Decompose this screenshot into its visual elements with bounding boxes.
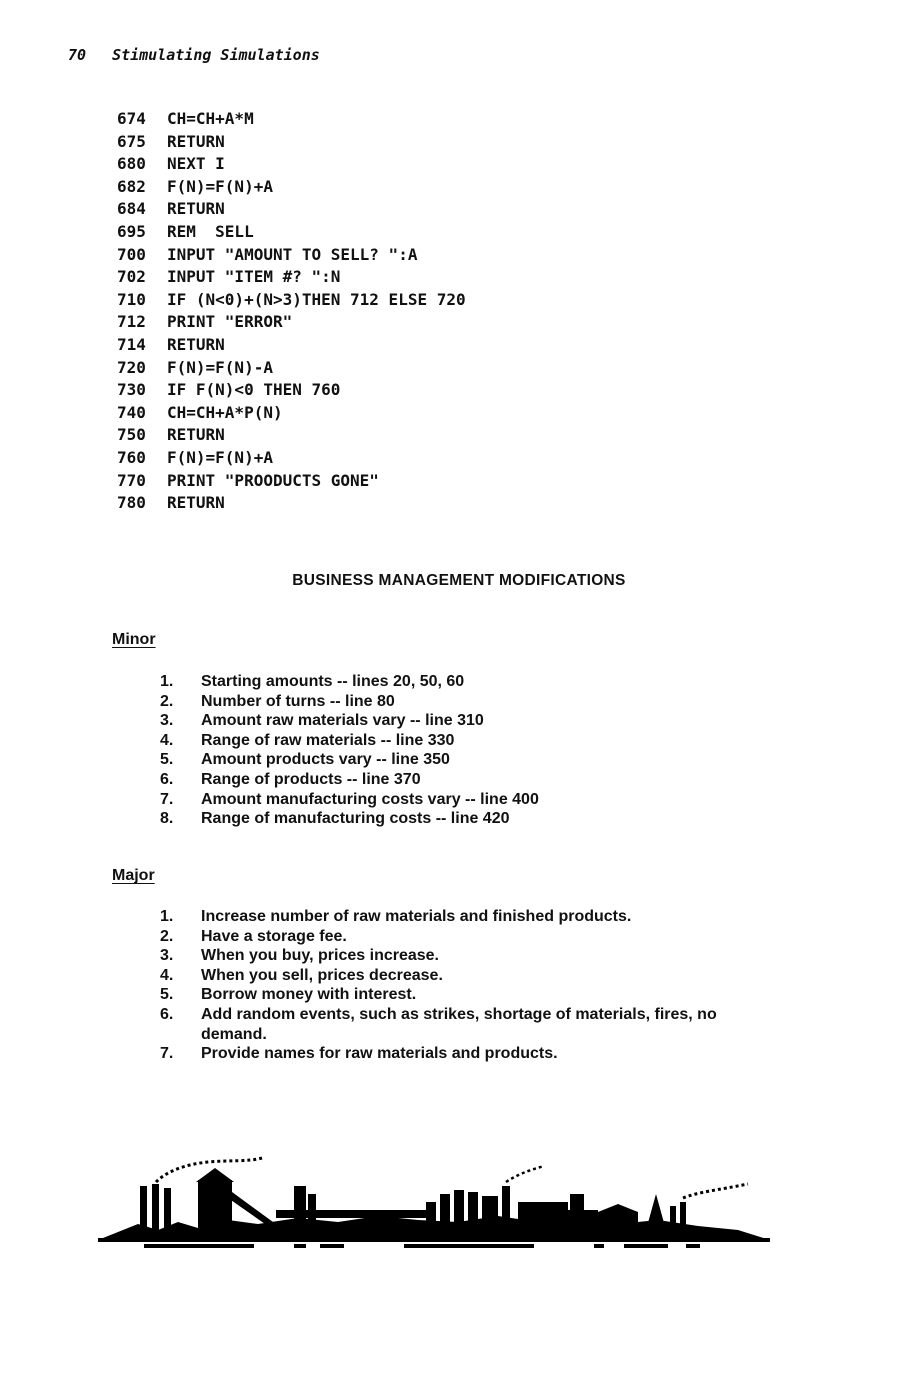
code-line xyxy=(117,492,466,515)
code-line-text: REM SELL xyxy=(167,221,254,241)
code-line-number: 750 xyxy=(117,425,146,445)
list-item-number: 2. xyxy=(160,692,174,710)
code-line-text: RETURN xyxy=(167,131,225,151)
code-line-text: F(N)=F(N)+A xyxy=(167,176,273,196)
code-line-text: PRINT "ERROR" xyxy=(167,312,293,332)
minor-list xyxy=(160,672,781,829)
list-item xyxy=(160,1044,781,1064)
list-item-text: Range of manufacturing costs -- line 420 xyxy=(201,810,510,828)
code-line xyxy=(117,311,466,334)
list-item xyxy=(160,790,781,810)
code-line xyxy=(117,266,466,289)
list-item xyxy=(160,750,781,770)
list-item-number: 5. xyxy=(160,986,174,1004)
code-line xyxy=(117,131,466,154)
code-line xyxy=(117,424,466,447)
code-line xyxy=(117,470,466,493)
list-item-text: Borrow money with interest. xyxy=(201,986,417,1004)
list-item-number: 1. xyxy=(160,908,174,925)
list-item-text: Add random events, such as strikes, shortage of materials, fires, no demand. xyxy=(201,1005,717,1043)
code-line xyxy=(117,402,466,425)
code-line-number: 760 xyxy=(117,447,146,467)
list-item-text: Provide names for raw materials and products. xyxy=(201,1045,558,1063)
list-item-number: 4. xyxy=(160,966,174,984)
code-line-number: 714 xyxy=(117,334,146,354)
code-line-number: 680 xyxy=(117,154,146,174)
list-item-number: 7. xyxy=(160,1045,174,1063)
list-item xyxy=(160,966,781,986)
code-line-text: PRINT "PROODUCTS GONE" xyxy=(167,470,379,490)
list-item-number: 1. xyxy=(160,673,174,690)
list-item-number: 3. xyxy=(160,712,174,730)
code-line xyxy=(117,334,466,357)
code-line-number: 780 xyxy=(117,493,146,513)
list-item xyxy=(160,672,781,692)
list-item-text: Range of products -- line 370 xyxy=(201,770,421,788)
code-line-number: 712 xyxy=(117,312,146,332)
running-title: Stimulating Simulations xyxy=(112,46,320,64)
list-item-text: Starting amounts -- lines 20, 50, 60 xyxy=(201,673,465,690)
list-item-text: Amount raw materials vary -- line 310 xyxy=(201,712,484,730)
list-item xyxy=(160,770,781,790)
code-line xyxy=(117,447,466,470)
code-line-text: NEXT I xyxy=(167,154,225,174)
major-heading: Major xyxy=(112,867,155,884)
page-number: 70 xyxy=(68,46,87,64)
list-item xyxy=(160,946,781,966)
code-line-number: 695 xyxy=(117,221,146,241)
list-item-number: 7. xyxy=(160,790,174,808)
code-line-number: 770 xyxy=(117,470,146,490)
list-item-number: 2. xyxy=(160,927,174,945)
code-line-text: INPUT "AMOUNT TO SELL? ":A xyxy=(167,244,418,264)
code-line xyxy=(117,108,466,131)
code-line xyxy=(117,198,466,221)
list-item-text: Amount manufacturing costs vary -- line 400 xyxy=(201,790,539,808)
list-item-text: Number of turns -- line 80 xyxy=(201,692,395,710)
list-item xyxy=(160,1005,781,1044)
list-item-text: When you buy, prices increase. xyxy=(201,947,439,965)
code-line xyxy=(117,289,466,312)
list-item-text: Amount products vary -- line 350 xyxy=(201,751,450,769)
code-line-number: 710 xyxy=(117,289,146,309)
code-line-number: 682 xyxy=(117,176,146,196)
list-item-text: Range of raw materials -- line 330 xyxy=(201,731,455,749)
code-line-text: IF F(N)<0 THEN 760 xyxy=(167,380,341,400)
code-line xyxy=(117,221,466,244)
list-item-number: 4. xyxy=(160,731,174,749)
list-item xyxy=(160,985,781,1005)
code-line-number: 702 xyxy=(117,267,146,287)
code-line xyxy=(117,357,466,380)
minor-heading: Minor xyxy=(112,631,156,648)
list-item-number: 3. xyxy=(160,947,174,965)
code-line-number: 720 xyxy=(117,357,146,377)
code-line-text: RETURN xyxy=(167,425,225,445)
list-item-number: 6. xyxy=(160,770,174,788)
code-line xyxy=(117,379,466,402)
page-header xyxy=(68,46,320,64)
code-line-number: 675 xyxy=(117,131,146,151)
code-line-text: RETURN xyxy=(167,199,225,219)
code-line xyxy=(117,176,466,199)
code-line-number: 730 xyxy=(117,380,146,400)
list-item xyxy=(160,711,781,731)
list-item xyxy=(160,927,781,947)
code-line-number: 700 xyxy=(117,244,146,264)
list-item-text: Increase number of raw materials and finished products. xyxy=(201,908,632,925)
list-item xyxy=(160,907,781,927)
list-item-text: When you sell, prices decrease. xyxy=(201,966,443,984)
code-line-text: CH=CH+A*P(N) xyxy=(167,402,283,422)
code-line xyxy=(117,244,466,267)
code-line-text: RETURN xyxy=(167,493,225,513)
code-line-text: IF (N<0)+(N>3)THEN 712 ELSE 720 xyxy=(167,289,466,309)
major-list xyxy=(160,907,781,1064)
list-item-number: 6. xyxy=(160,1005,174,1023)
list-item-number: 5. xyxy=(160,751,174,769)
list-item xyxy=(160,731,781,751)
list-item xyxy=(160,809,781,829)
code-line-text: RETURN xyxy=(167,334,225,354)
section-title: BUSINESS MANAGEMENT MODIFICATIONS xyxy=(292,572,626,589)
code-line-text: F(N)=F(N)-A xyxy=(167,357,273,377)
list-item-text: Have a storage fee. xyxy=(201,927,347,945)
list-item xyxy=(160,692,781,712)
code-line-number: 740 xyxy=(117,402,146,422)
factory-skyline-icon xyxy=(98,1150,770,1258)
code-line-number: 684 xyxy=(117,199,146,219)
code-line-text: INPUT "ITEM #? ":N xyxy=(167,267,341,287)
code-listing xyxy=(117,108,466,515)
code-line-text: CH=CH+A*M xyxy=(167,109,254,128)
code-line-text: F(N)=F(N)+A xyxy=(167,447,273,467)
code-line-number: 674 xyxy=(117,109,146,128)
list-item-number: 8. xyxy=(160,810,174,828)
code-line xyxy=(117,153,466,176)
